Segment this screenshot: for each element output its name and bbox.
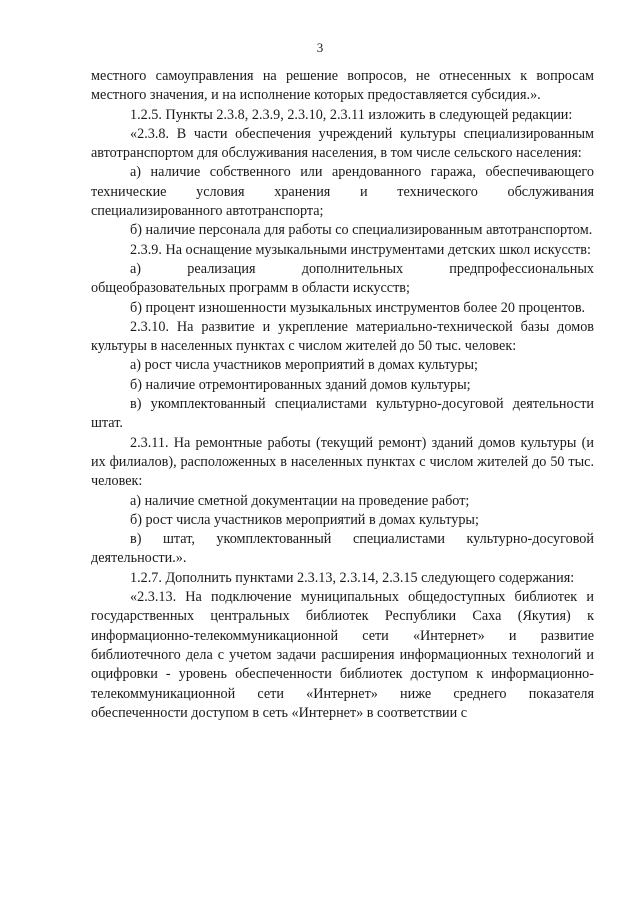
paragraph-1-2-5: 1.2.5. Пункты 2.3.8, 2.3.9, 2.3.10, 2.3.11 изложить в следующей редакции: (130, 106, 573, 123)
paragraph-continuation: местного самоуправления на решение вопросов, не отнесенных к вопросам местного значения, и на исполнение которых предоставляется субсидия.». (91, 68, 594, 104)
paragraph-2-3-8: «2.3.8. В части обеспечения учреждений культуры специализированным автотранспортом для обслуживания населения, в том числе сельского населения: (91, 125, 594, 162)
paragraph-2-3-11-a: а) наличие сметной документации на проведение работ; (130, 492, 470, 509)
paragraph-2-3-9-a: а) реализация дополнительных предпрофессиональных общеобразовательных программ в области искусств; (91, 260, 594, 297)
document-body (91, 67, 594, 723)
paragraph-2-3-10: 2.3.10. На развитие и укрепление материально-технической базы домов культуры в населенных пунктах с числом жителей до 50 тыс. человек: (91, 318, 594, 355)
paragraph-1-2-7: 1.2.7. Дополнить пунктами 2.3.13, 2.3.14, 2.3.15 следующего содержания: (130, 569, 575, 586)
paragraph-2-3-8-b: б) наличие персонала для работы со специализированным автотранспортом. (130, 222, 593, 239)
paragraph-2-3-11: 2.3.11. На ремонтные работы (текущий ремонт) зданий домов культуры (и их филиалов), расположенных в населенных пунктах с числом жителей до 50 тыс. человек: (91, 434, 594, 490)
paragraph-2-3-11-c: в) штат, укомплектованный специалистами культурно-досуговой деятельности.». (91, 531, 594, 567)
paragraph-2-3-13: «2.3.13. На подключение муниципальных общедоступных библиотек и государственных центральных библиотек Республики Саха (Якутия) к информационно-телекоммуникационной сети «Интернет» и развитие библиотечного дела с учетом задачи расширения информационных технологий и оцифровки - уровень обеспеченности библиотек доступом к информационно-телекоммуникационной сети «Интернет» ниже среднего показателя обеспеченности доступом в сеть «Интернет» в соответствии с (91, 589, 594, 721)
paragraph-2-3-9-b: б) процент изношенности музыкальных инструментов более 20 процентов. (130, 299, 586, 316)
paragraph-2-3-9: 2.3.9. На оснащение музыкальными инструментами детских школ искусств: (130, 241, 591, 258)
paragraph-2-3-8-a: а) наличие собственного или арендованного гаража, обеспечивающего технические условия хранения и технического обслуживания специализированного автотранспорта; (91, 164, 594, 220)
paragraph-2-3-10-a: а) рост числа участников мероприятий в домах культуры; (130, 357, 478, 374)
page-number: 3 (316, 40, 324, 55)
paragraph-2-3-10-c: в) укомплектованный специалистами культурно-досуговой деятельности штат. (91, 396, 594, 432)
paragraph-2-3-10-b: б) наличие отремонтированных зданий домов культуры; (130, 376, 471, 393)
paragraph-2-3-11-b: б) рост числа участников мероприятий в домах культуры; (130, 511, 479, 528)
